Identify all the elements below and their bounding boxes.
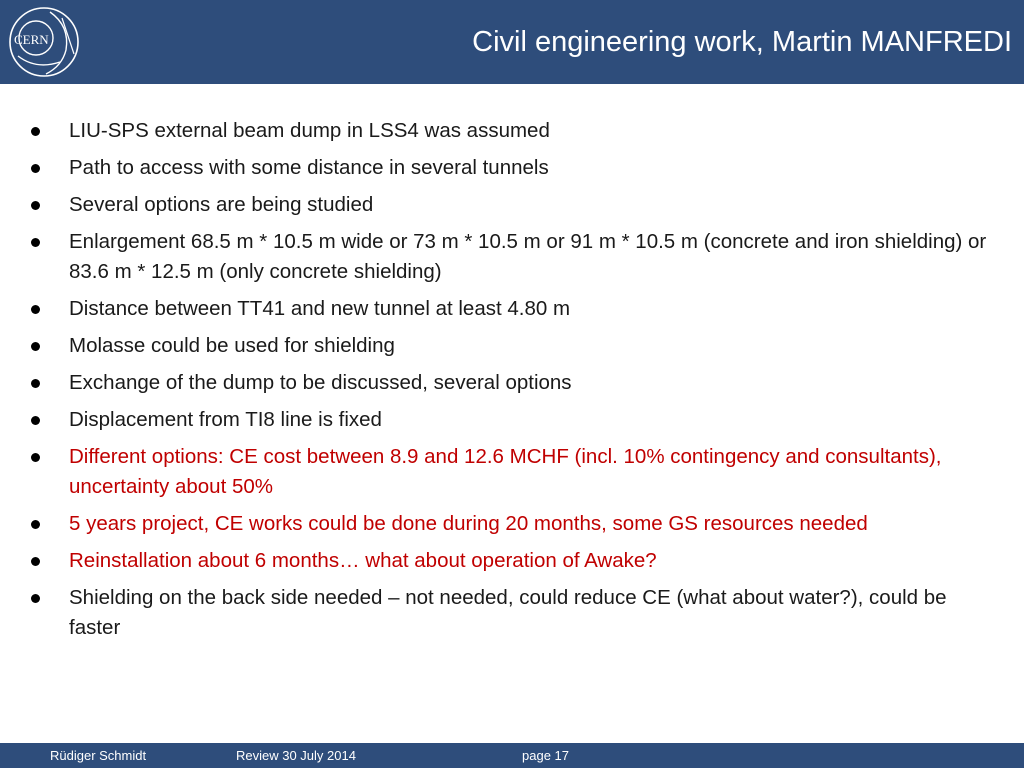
bullet-text: Exchange of the dump to be discussed, several options bbox=[69, 371, 572, 394]
bullet-dot-icon bbox=[31, 416, 40, 425]
bullet-text: Molasse could be used for shielding bbox=[69, 334, 395, 357]
bullet-item bbox=[28, 509, 998, 539]
bullet-dot-icon bbox=[31, 238, 40, 247]
cern-logo bbox=[6, 4, 82, 80]
bullet-item bbox=[28, 227, 998, 287]
bullet-item bbox=[28, 368, 998, 398]
bullet-item bbox=[28, 116, 998, 146]
bullet-dot-icon bbox=[31, 379, 40, 388]
bullet-dot-icon bbox=[31, 594, 40, 603]
bullet-text: Distance between TT41 and new tunnel at least 4.80 m bbox=[69, 297, 571, 320]
title-bar bbox=[0, 0, 1024, 84]
bullet-dot-icon bbox=[31, 520, 40, 529]
bullet-text: Shielding on the back side needed – not needed, could reduce CE (what about water?), could be faster bbox=[69, 586, 947, 639]
bullet-text: Reinstallation about 6 months… what about operation of Awake? bbox=[69, 549, 657, 572]
bullet-dot-icon bbox=[31, 127, 40, 136]
footer-event: Review 30 July 2014 bbox=[236, 748, 356, 763]
page-title: Civil engineering work, Martin MANFREDI bbox=[472, 26, 1012, 58]
bullet-item bbox=[28, 442, 998, 502]
bullet-text: 5 years project, CE works could be done during 20 months, some GS resources needed bbox=[69, 512, 868, 535]
bullet-text: Displacement from TI8 line is fixed bbox=[69, 408, 382, 431]
bullet-item bbox=[28, 405, 998, 435]
bullet-item bbox=[28, 294, 998, 324]
bullet-dot-icon bbox=[31, 453, 40, 462]
footer-author: Rüdiger Schmidt bbox=[50, 748, 147, 763]
bullet-text: Enlargement 68.5 m * 10.5 m wide or 73 m * 10.5 m or 91 m * 10.5 m (concrete and iron shielding) or 83.6 m * 12.5 m (only concrete shielding) bbox=[69, 230, 987, 283]
bullet-text: Different options: CE cost between 8.9 and 12.6 MCHF (incl. 10% contingency and consultants), uncertainty about 50% bbox=[69, 445, 942, 498]
bullet-item bbox=[28, 190, 998, 220]
bullet-dot-icon bbox=[31, 305, 40, 314]
bullet-text: Path to access with some distance in several tunnels bbox=[69, 156, 549, 179]
bullet-text: LIU-SPS external beam dump in LSS4 was assumed bbox=[69, 119, 550, 142]
bullet-dot-icon bbox=[31, 342, 40, 351]
bullet-item bbox=[28, 153, 998, 183]
bullet-list bbox=[28, 116, 998, 650]
footer-page-number: page 17 bbox=[522, 748, 569, 763]
bullet-item bbox=[28, 546, 998, 576]
cern-logo-text: CERN bbox=[14, 32, 49, 47]
bullet-dot-icon bbox=[31, 164, 40, 173]
bullet-item bbox=[28, 331, 998, 361]
footer-bar bbox=[0, 743, 1024, 768]
bullet-dot-icon bbox=[31, 557, 40, 566]
bullet-dot-icon bbox=[31, 201, 40, 210]
bullet-text: Several options are being studied bbox=[69, 193, 374, 216]
bullet-item bbox=[28, 583, 998, 643]
